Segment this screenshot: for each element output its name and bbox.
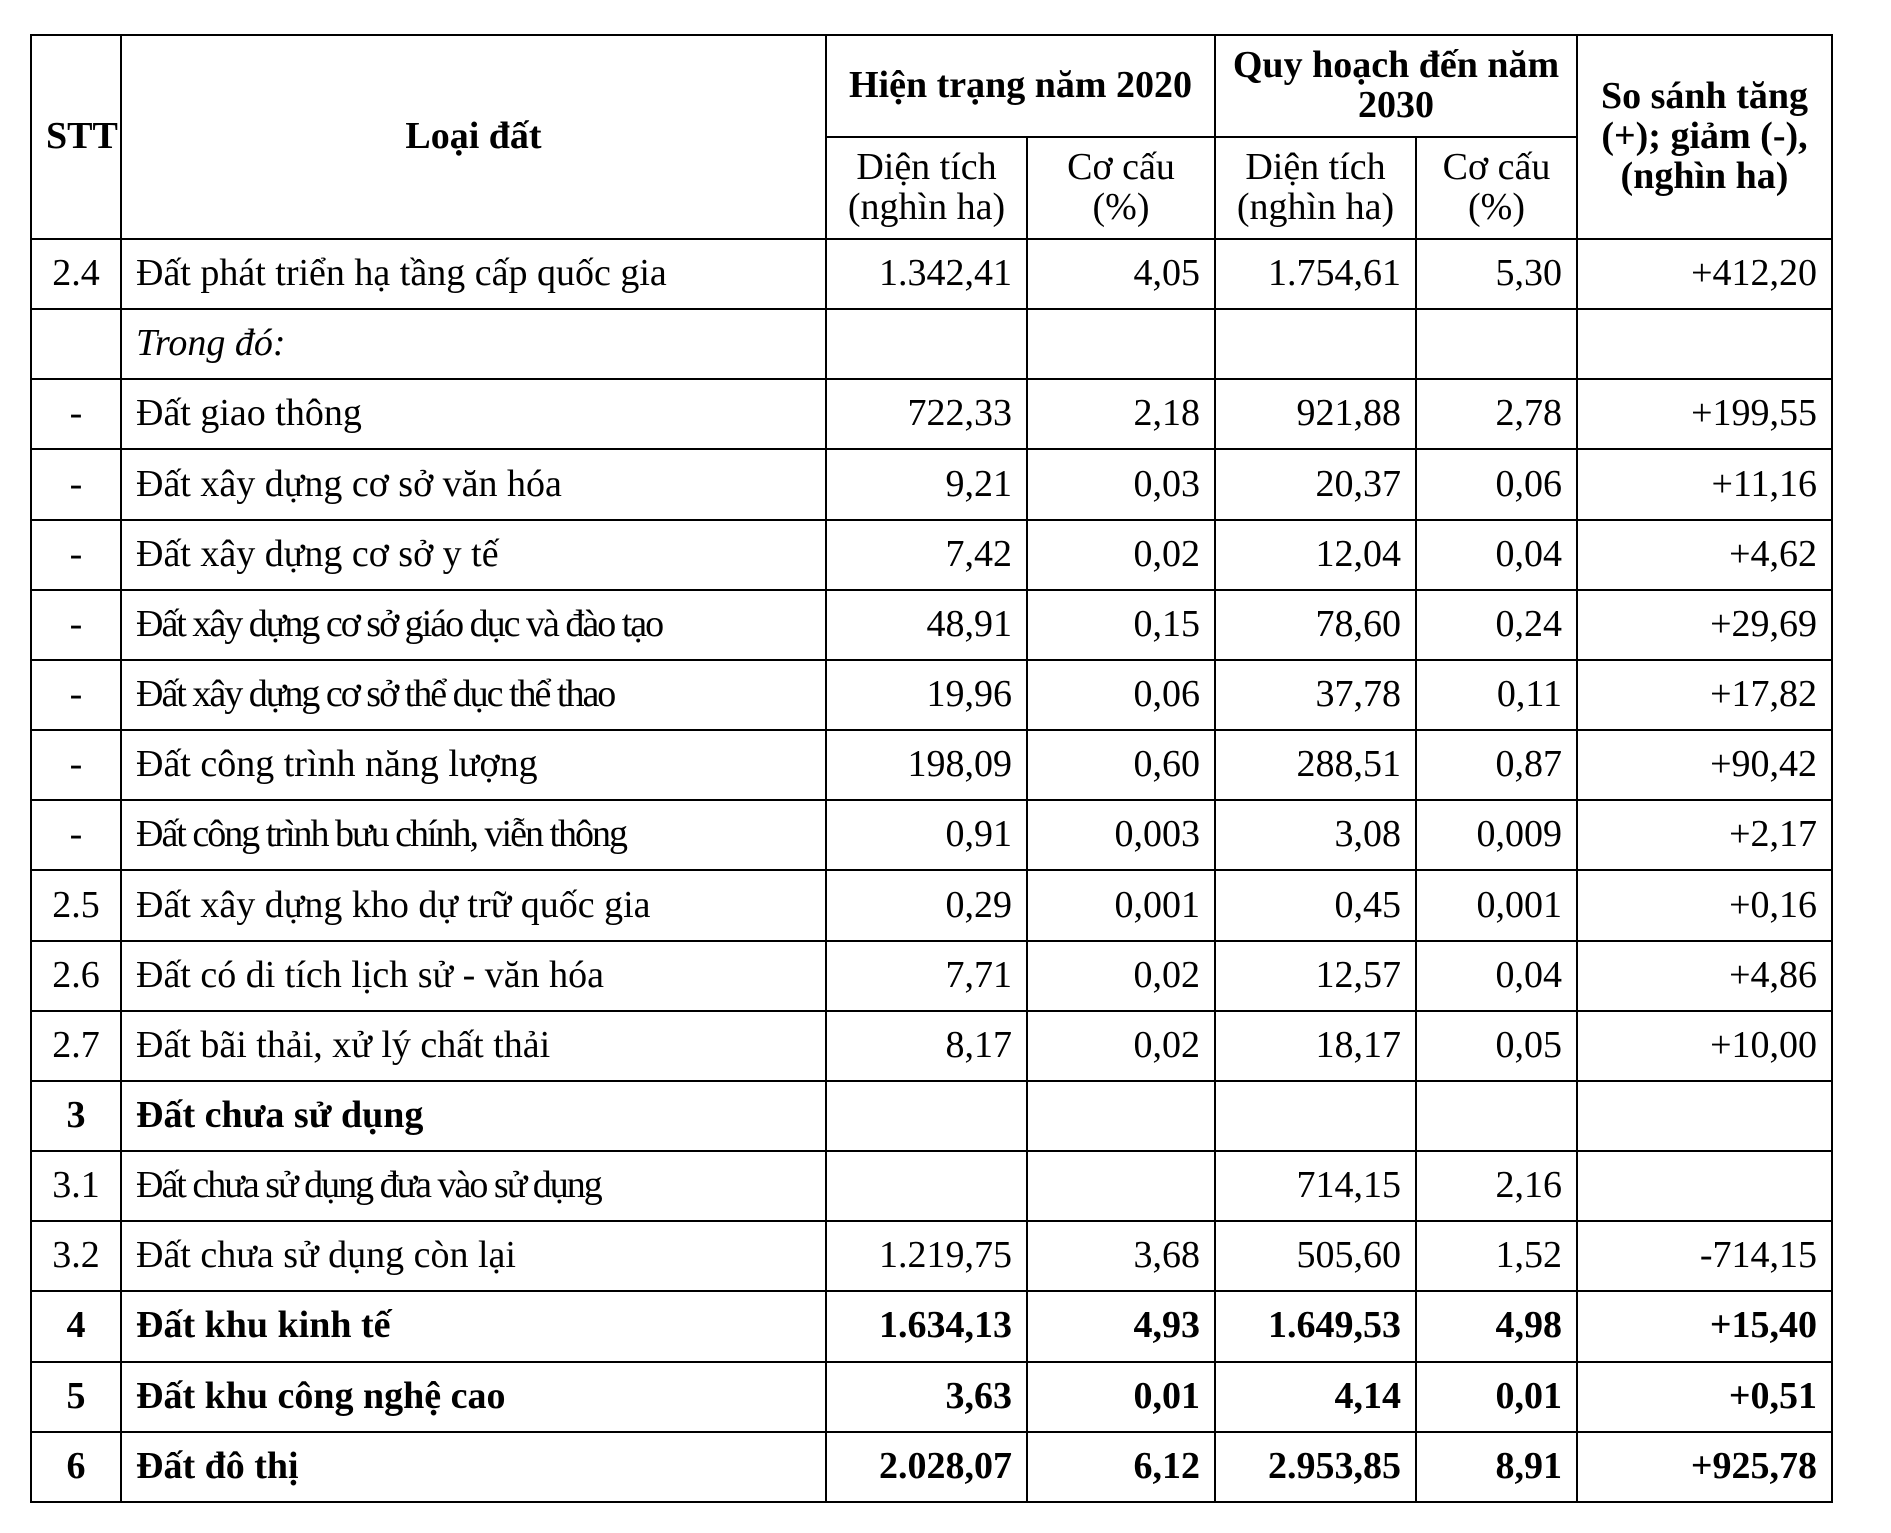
row-structure-2030: 1,52 [1416, 1221, 1577, 1291]
row-land-type: Đất bãi thải, xử lý chất thải [121, 1011, 826, 1081]
row-structure-2030: 8,91 [1416, 1432, 1577, 1502]
row-structure-2020 [1027, 1151, 1215, 1221]
row-area-2020: 0,91 [826, 800, 1027, 870]
row-land-type: Đất đô thị [121, 1432, 826, 1502]
header-structure-2020: Cơ cấu (%) [1027, 137, 1215, 239]
row-structure-2020: 0,003 [1027, 800, 1215, 870]
header-plan-2030: Quy hoạch đến năm 2030 [1215, 35, 1577, 137]
row-area-2030: 4,14 [1215, 1362, 1416, 1432]
row-land-type: Đất công trình năng lượng [121, 730, 826, 800]
table-row [31, 730, 1832, 800]
row-stt: 6 [31, 1432, 121, 1502]
row-area-2020: 8,17 [826, 1011, 1027, 1081]
row-structure-2020: 0,02 [1027, 520, 1215, 590]
row-comparison: +29,69 [1577, 590, 1832, 660]
row-area-2030: 714,15 [1215, 1151, 1416, 1221]
row-land-type: Trong đó: [121, 309, 826, 379]
row-structure-2030: 0,01 [1416, 1362, 1577, 1432]
row-comparison [1577, 1151, 1832, 1221]
header-comparison: So sánh tăng (+); giảm (-), (nghìn ha) [1577, 35, 1832, 239]
row-structure-2020 [1027, 309, 1215, 379]
row-area-2020 [826, 309, 1027, 379]
row-stt: 3.1 [31, 1151, 121, 1221]
row-structure-2020: 4,05 [1027, 239, 1215, 309]
land-use-table [30, 34, 1833, 1503]
row-structure-2020: 0,01 [1027, 1362, 1215, 1432]
row-comparison: +4,62 [1577, 520, 1832, 590]
row-area-2020: 1.634,13 [826, 1291, 1027, 1361]
row-structure-2020: 4,93 [1027, 1291, 1215, 1361]
row-stt [31, 309, 121, 379]
row-area-2030: 12,57 [1215, 941, 1416, 1011]
row-area-2030: 921,88 [1215, 379, 1416, 449]
row-structure-2030: 0,24 [1416, 590, 1577, 660]
row-comparison: +17,82 [1577, 660, 1832, 730]
row-area-2030: 505,60 [1215, 1221, 1416, 1291]
table-row [31, 379, 1832, 449]
row-comparison: +0,16 [1577, 870, 1832, 940]
table-row [31, 941, 1832, 1011]
row-land-type: Đất chưa sử dụng đưa vào sử dụng [121, 1151, 826, 1221]
row-comparison: +90,42 [1577, 730, 1832, 800]
header-land-type: Loại đất [121, 35, 826, 239]
row-structure-2020: 6,12 [1027, 1432, 1215, 1502]
table-row [31, 800, 1832, 870]
table-row [31, 1362, 1832, 1432]
row-stt: 2.4 [31, 239, 121, 309]
table-row [31, 590, 1832, 660]
table-row [31, 1081, 1832, 1151]
table-row [31, 239, 1832, 309]
row-structure-2030: 0,06 [1416, 449, 1577, 519]
row-structure-2030: 0,009 [1416, 800, 1577, 870]
row-area-2030 [1215, 1081, 1416, 1151]
table-row [31, 1221, 1832, 1291]
table-row [31, 520, 1832, 590]
row-area-2020: 7,42 [826, 520, 1027, 590]
header-stt: STT [31, 35, 121, 239]
row-structure-2030: 0,11 [1416, 660, 1577, 730]
row-stt: - [31, 660, 121, 730]
row-comparison: +199,55 [1577, 379, 1832, 449]
row-area-2020 [826, 1151, 1027, 1221]
row-stt: - [31, 590, 121, 660]
row-structure-2020: 0,03 [1027, 449, 1215, 519]
row-land-type: Đất giao thông [121, 379, 826, 449]
row-land-type: Đất khu kinh tế [121, 1291, 826, 1361]
row-comparison: +11,16 [1577, 449, 1832, 519]
row-area-2020: 2.028,07 [826, 1432, 1027, 1502]
table-row [31, 1432, 1832, 1502]
row-structure-2030: 0,001 [1416, 870, 1577, 940]
row-area-2030: 288,51 [1215, 730, 1416, 800]
row-structure-2020: 0,001 [1027, 870, 1215, 940]
table-row [31, 1291, 1832, 1361]
row-area-2020: 3,63 [826, 1362, 1027, 1432]
row-area-2020: 48,91 [826, 590, 1027, 660]
table-row [31, 1011, 1832, 1081]
row-land-type: Đất chưa sử dụng [121, 1081, 826, 1151]
header-row-1 [31, 35, 1832, 137]
header-structure-2030: Cơ cấu (%) [1416, 137, 1577, 239]
row-comparison: +10,00 [1577, 1011, 1832, 1081]
row-land-type: Đất xây dựng cơ sở y tế [121, 520, 826, 590]
header-area-2020: Diện tích (nghìn ha) [826, 137, 1027, 239]
table-row [31, 660, 1832, 730]
row-structure-2020: 0,02 [1027, 1011, 1215, 1081]
row-area-2020: 198,09 [826, 730, 1027, 800]
row-structure-2030: 5,30 [1416, 239, 1577, 309]
row-structure-2020 [1027, 1081, 1215, 1151]
row-structure-2030: 4,98 [1416, 1291, 1577, 1361]
row-area-2030: 1.754,61 [1215, 239, 1416, 309]
row-comparison [1577, 309, 1832, 379]
row-stt: 4 [31, 1291, 121, 1361]
row-structure-2020: 0,02 [1027, 941, 1215, 1011]
row-structure-2030: 0,04 [1416, 520, 1577, 590]
row-area-2020: 7,71 [826, 941, 1027, 1011]
row-structure-2020: 0,15 [1027, 590, 1215, 660]
row-comparison: +0,51 [1577, 1362, 1832, 1432]
row-land-type: Đất chưa sử dụng còn lại [121, 1221, 826, 1291]
row-stt: 3 [31, 1081, 121, 1151]
row-comparison: +2,17 [1577, 800, 1832, 870]
row-structure-2030: 0,05 [1416, 1011, 1577, 1081]
row-structure-2030: 0,04 [1416, 941, 1577, 1011]
row-structure-2020: 0,60 [1027, 730, 1215, 800]
row-stt: 2.6 [31, 941, 121, 1011]
row-area-2030: 78,60 [1215, 590, 1416, 660]
row-comparison: -714,15 [1577, 1221, 1832, 1291]
header-current-2020: Hiện trạng năm 2020 [826, 35, 1215, 137]
row-structure-2020: 2,18 [1027, 379, 1215, 449]
row-structure-2020: 0,06 [1027, 660, 1215, 730]
row-comparison: +412,20 [1577, 239, 1832, 309]
row-area-2030 [1215, 309, 1416, 379]
row-structure-2030 [1416, 1081, 1577, 1151]
row-comparison [1577, 1081, 1832, 1151]
row-stt: - [31, 379, 121, 449]
row-stt: - [31, 520, 121, 590]
row-area-2020: 19,96 [826, 660, 1027, 730]
row-stt: 2.5 [31, 870, 121, 940]
row-structure-2030: 2,78 [1416, 379, 1577, 449]
header-area-2030: Diện tích (nghìn ha) [1215, 137, 1416, 239]
row-comparison: +15,40 [1577, 1291, 1832, 1361]
row-area-2030: 3,08 [1215, 800, 1416, 870]
row-land-type: Đất công trình bưu chính, viễn thông [121, 800, 826, 870]
row-land-type: Đất xây dựng cơ sở thể dục thể thao [121, 660, 826, 730]
row-stt: - [31, 730, 121, 800]
table-row [31, 309, 1832, 379]
row-comparison: +925,78 [1577, 1432, 1832, 1502]
table-row [31, 1151, 1832, 1221]
row-land-type: Đất có di tích lịch sử - văn hóa [121, 941, 826, 1011]
row-stt: 5 [31, 1362, 121, 1432]
row-land-type: Đất phát triển hạ tầng cấp quốc gia [121, 239, 826, 309]
row-area-2020: 0,29 [826, 870, 1027, 940]
row-area-2020: 722,33 [826, 379, 1027, 449]
table-row [31, 870, 1832, 940]
row-stt: - [31, 800, 121, 870]
row-area-2030: 37,78 [1215, 660, 1416, 730]
row-area-2030: 20,37 [1215, 449, 1416, 519]
row-stt: 3.2 [31, 1221, 121, 1291]
row-area-2030: 2.953,85 [1215, 1432, 1416, 1502]
row-land-type: Đất xây dựng cơ sở văn hóa [121, 449, 826, 519]
row-area-2030: 0,45 [1215, 870, 1416, 940]
row-area-2030: 18,17 [1215, 1011, 1416, 1081]
row-structure-2030 [1416, 309, 1577, 379]
row-stt: 2.7 [31, 1011, 121, 1081]
row-structure-2030: 0,87 [1416, 730, 1577, 800]
row-land-type: Đất xây dựng cơ sở giáo dục và đào tạo [121, 590, 826, 660]
row-comparison: +4,86 [1577, 941, 1832, 1011]
row-area-2030: 1.649,53 [1215, 1291, 1416, 1361]
row-area-2020: 1.219,75 [826, 1221, 1027, 1291]
row-area-2020: 9,21 [826, 449, 1027, 519]
row-structure-2030: 2,16 [1416, 1151, 1577, 1221]
row-land-type: Đất khu công nghệ cao [121, 1362, 826, 1432]
row-land-type: Đất xây dựng kho dự trữ quốc gia [121, 870, 826, 940]
row-structure-2020: 3,68 [1027, 1221, 1215, 1291]
row-area-2020: 1.342,41 [826, 239, 1027, 309]
row-area-2030: 12,04 [1215, 520, 1416, 590]
row-area-2020 [826, 1081, 1027, 1151]
table-row [31, 449, 1832, 519]
row-stt: - [31, 449, 121, 519]
